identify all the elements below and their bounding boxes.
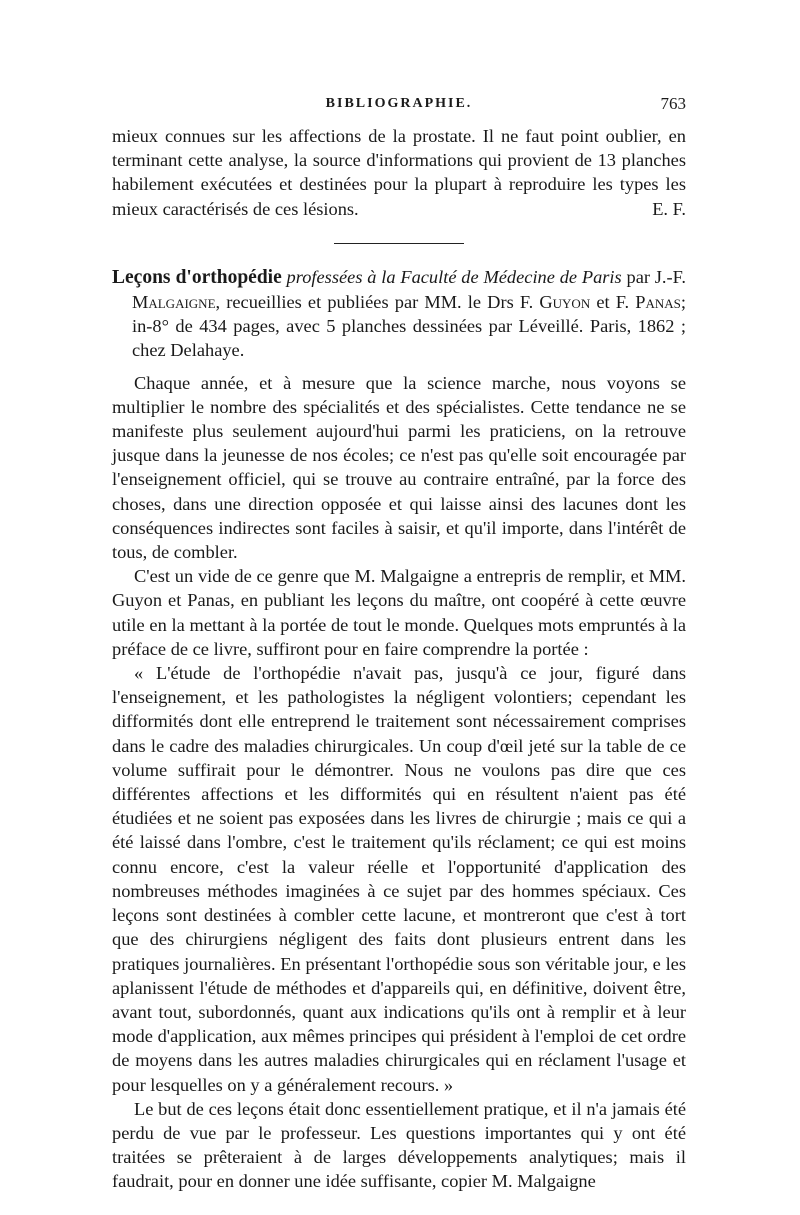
page-number: 763 (660, 94, 686, 113)
previous-review-paragraph (112, 124, 686, 221)
author-name: Malgaigne (132, 292, 216, 313)
and-text: et F. (596, 292, 630, 313)
section-divider (334, 243, 464, 244)
review-paragraph-4: Le but de ces leçons était donc essentiellement pratique, et il n'a jamais été perdu de vue par le professeur. Les questions importantes qui y ont été traitées se prêteraient à de larges développements analytiques; mais il faudrait, pour en donner une idée suffisante, copier M. Malgaigne (112, 1098, 686, 1192)
previous-review-text: mieux connues sur les affections de la prostate. Il ne faut point oublier, en terminant cette analyse, la source d'informations qui provient de 13 planches habilement exécutées et destinées pour la plupart à reproduire les types les mieux caractérisés de ces lésions. (112, 126, 686, 219)
editor-name-guyon: Guyon (539, 292, 591, 313)
book-title: Leçons d'orthopédie (112, 266, 282, 288)
book-subtitle: professées à la Faculté de Médecine de Paris (286, 266, 622, 287)
quoted-preface-paragraph: « L'étude de l'orthopédie n'avait pas, jusqu'à ce jour, figuré dans l'enseignement, et les pathologistes la négligent volontiers; cependant les difformités dont elle entreprend le traitement sont nécessairement comprises dans le cadre des maladies chirurgicales. Un coup d'œil jeté sur la table de ce volume suffirait pour le démontrer. Nous ne voulons pas dire que ces différentes affections et les difformités qui en résultent n'aient pas été étudiées et ne soient pas exposées dans les livres de chirurgie ; mais ce qui a été laissé dans l'ombre, c'est le traitement qu'ils réclament; ce qui est moins connu encore, c'est la valeur réelle et l'opportunité d'application des nombreuses méthodes imaginées à ce sujet par des hommes spéciaux. Ces leçons sont destinées à combler cette lacune, et montreront que c'est à tort que des chirurgiens négligent des faits dont plusieurs entrent dans les pratiques journalières. En présentant l'orthopédie sous son véritable jour, e les aplanissent l'étude de méthodes et d'appareils qui, en définitive, doivent être, avant tout, subordonnés, quant aux indications qu'ils ont à remplir et à leur mode d'application, aux mêmes principes qui président à l'emploi de cet ordre de moyens dans les autres maladies chirurgicales qui en réclament l'usage et pour lesquelles on y a généralement recours. » (112, 663, 686, 1095)
review-paragraph-2: C'est un vide de ce genre que M. Malgaigne a entrepris de remplir, et MM. Guyon et Panas, en publiant les leçons du maître, ont coopéré à cette œuvre utile en la mettant à la portée de tout le monde. Quelques mots empruntés à la préface de ce livre, suffiront pour en faire comprendre la portée : (112, 566, 686, 659)
book-details: ; in-8° de 434 pages, avec 5 planches dessinées par Léveillé. Paris, 1862 ; chez Delahaye. (132, 292, 687, 361)
running-head: BIBLIOGRAPHIE. (325, 96, 473, 111)
page-body (112, 124, 686, 1194)
review-paragraph-1: Chaque année, et à mesure que la science marche, nous voyons se multiplier le nombre des spécialités et des spécialistes. Cette tendance ne se manifeste plus seulement aujourd'hui parmi les praticiens, on la retrouve jusque dans la jeunesse de nos écoles; ce n'est pas qu'elle soit encouragée par l'enseignement officiel, qui se trouve au contraire entraîné, par la force des choses, dans une direction opposée et qui laisse ainsi des lacunes dont les conséquences indirectes sont faciles à saisir, et qu'il importe, dans l'intérêt de tous, de combler. (112, 372, 686, 563)
page-header (112, 96, 686, 124)
editor-name-panas: Panas (635, 292, 681, 313)
signature: E. F. (652, 198, 686, 219)
by-text: par J.-F. (626, 266, 686, 287)
review-heading (112, 265, 686, 363)
editors-intro: , recueillies et publiées par MM. le Drs F. (215, 292, 534, 313)
